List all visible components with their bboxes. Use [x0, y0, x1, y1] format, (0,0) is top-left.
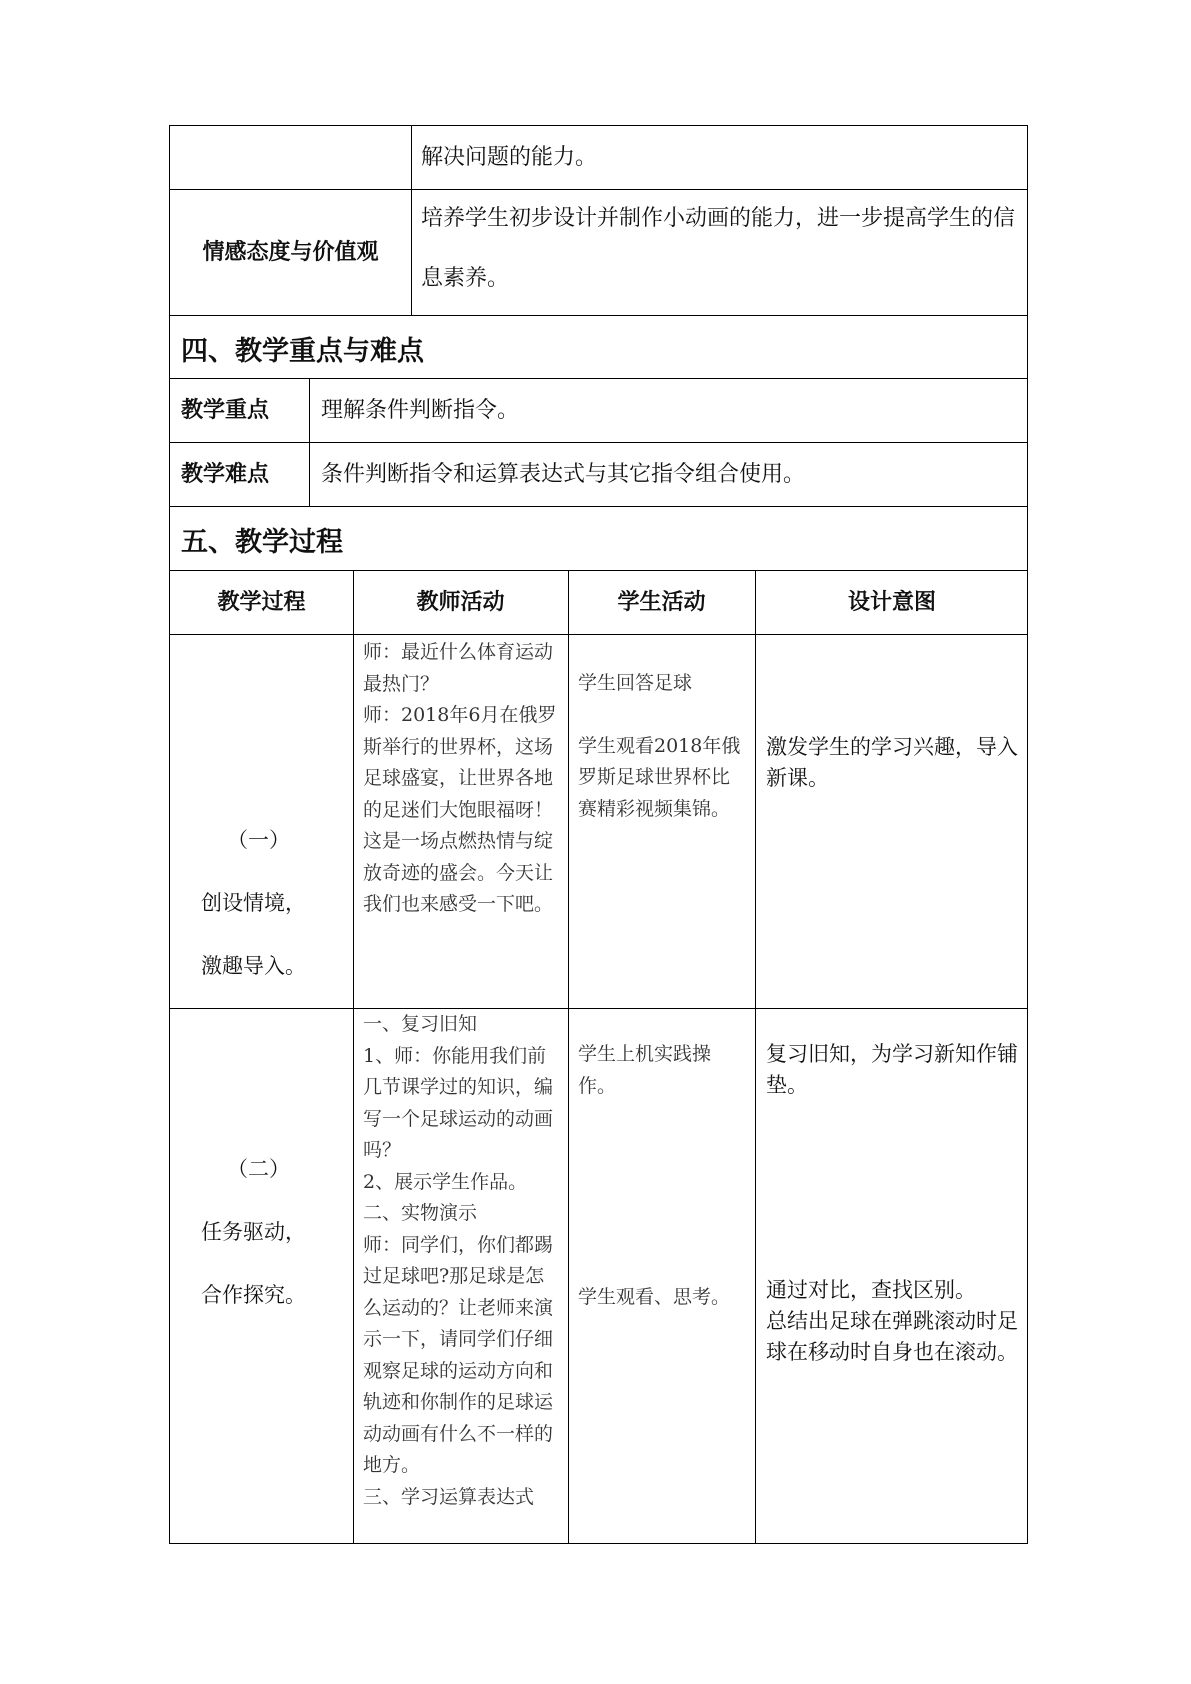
- stage2-name-line2: 合作探究。: [201, 1283, 306, 1307]
- key-point-label: 教学重点: [181, 398, 270, 423]
- goal-attitude-text: 培养学生初步设计并制作小动画的能力，进一步提高学生的信息素养。: [421, 206, 1016, 291]
- stage1-design-intent: 激发学生的学习兴趣，导入新课。: [766, 735, 1018, 790]
- stage1-num: （一）: [227, 828, 290, 852]
- stage2-row: [169, 1008, 1028, 1544]
- header-teacher: 教师活动: [416, 590, 505, 615]
- header-intent: 设计意图: [847, 590, 936, 615]
- difficulty-label: 教学难点: [181, 462, 270, 487]
- stage2-name-line1: 任务驱动，: [201, 1220, 306, 1244]
- header-student: 学生活动: [617, 590, 706, 615]
- stage1-row: [169, 634, 1028, 1008]
- stage2-student-activity: 学生上机实践操作。 学生观看、思考。: [578, 1043, 731, 1308]
- section4-heading-row: [169, 315, 1028, 378]
- stage1-label: [170, 635, 353, 1008]
- stage1-teacher-activity: 师：最近什么体育运动最热门？ 师：2018年6月在俄罗斯举行的世界杯，这场足球盛宴，让世界各地的足迷们大饱眼福呀！这是一场点燃热情与绽放奇迹的盛会。今天让我们也来感受一下吧。: [363, 641, 557, 915]
- stage1-name-line2: 激趣导入。: [201, 954, 306, 978]
- process-header-row: [169, 570, 1028, 634]
- stage1-student-activity: 学生回答足球 学生观看2018年俄罗斯足球世界杯比赛精彩视频集锦。: [578, 672, 741, 820]
- goal-attitude-label: 情感态度与价值观: [202, 240, 379, 265]
- stage2-teacher-activity: 一、复习旧知 1、师：你能用我们前几节课学过的知识，编写一个足球运动的动画吗？ 2、展示学生作品。 二、实物演示 师：同学们，你们都踢过足球吧?那足球是怎么运动的？让老师来演示一下，请同学们仔细观察足球的运动方向和轨迹和你制作的足球运动动画有什么不一样的地方。 三、学习运算表达式: [363, 1013, 554, 1508]
- stage2-label: [170, 1009, 353, 1543]
- key-point-row: [169, 378, 1028, 442]
- section5-heading-row: [169, 506, 1028, 570]
- stage2-num: （二）: [227, 1157, 290, 1181]
- key-point-text: 理解条件判断指令。: [321, 398, 520, 423]
- difficulty-text: 条件判断指令和运算表达式与其它指令组合使用。: [321, 462, 806, 487]
- header-process: 教学过程: [217, 590, 306, 615]
- section5-title: 五、教学过程: [181, 527, 343, 558]
- section4-title: 四、教学重点与难点: [181, 336, 424, 367]
- goal-row-continuation: [169, 125, 1028, 189]
- stage1-name-line1: 创设情境，: [201, 891, 306, 915]
- goal-skills-text: 解决问题的能力。: [421, 145, 598, 170]
- difficulty-row: [169, 442, 1028, 506]
- goal-row-attitude: [169, 189, 1028, 315]
- stage2-design-intent: 复习旧知，为学习新知作铺垫。 通过对比，查找区别。 总结出足球在弹跳滚动时足球在移动时自身也在滚动。: [766, 1042, 1018, 1364]
